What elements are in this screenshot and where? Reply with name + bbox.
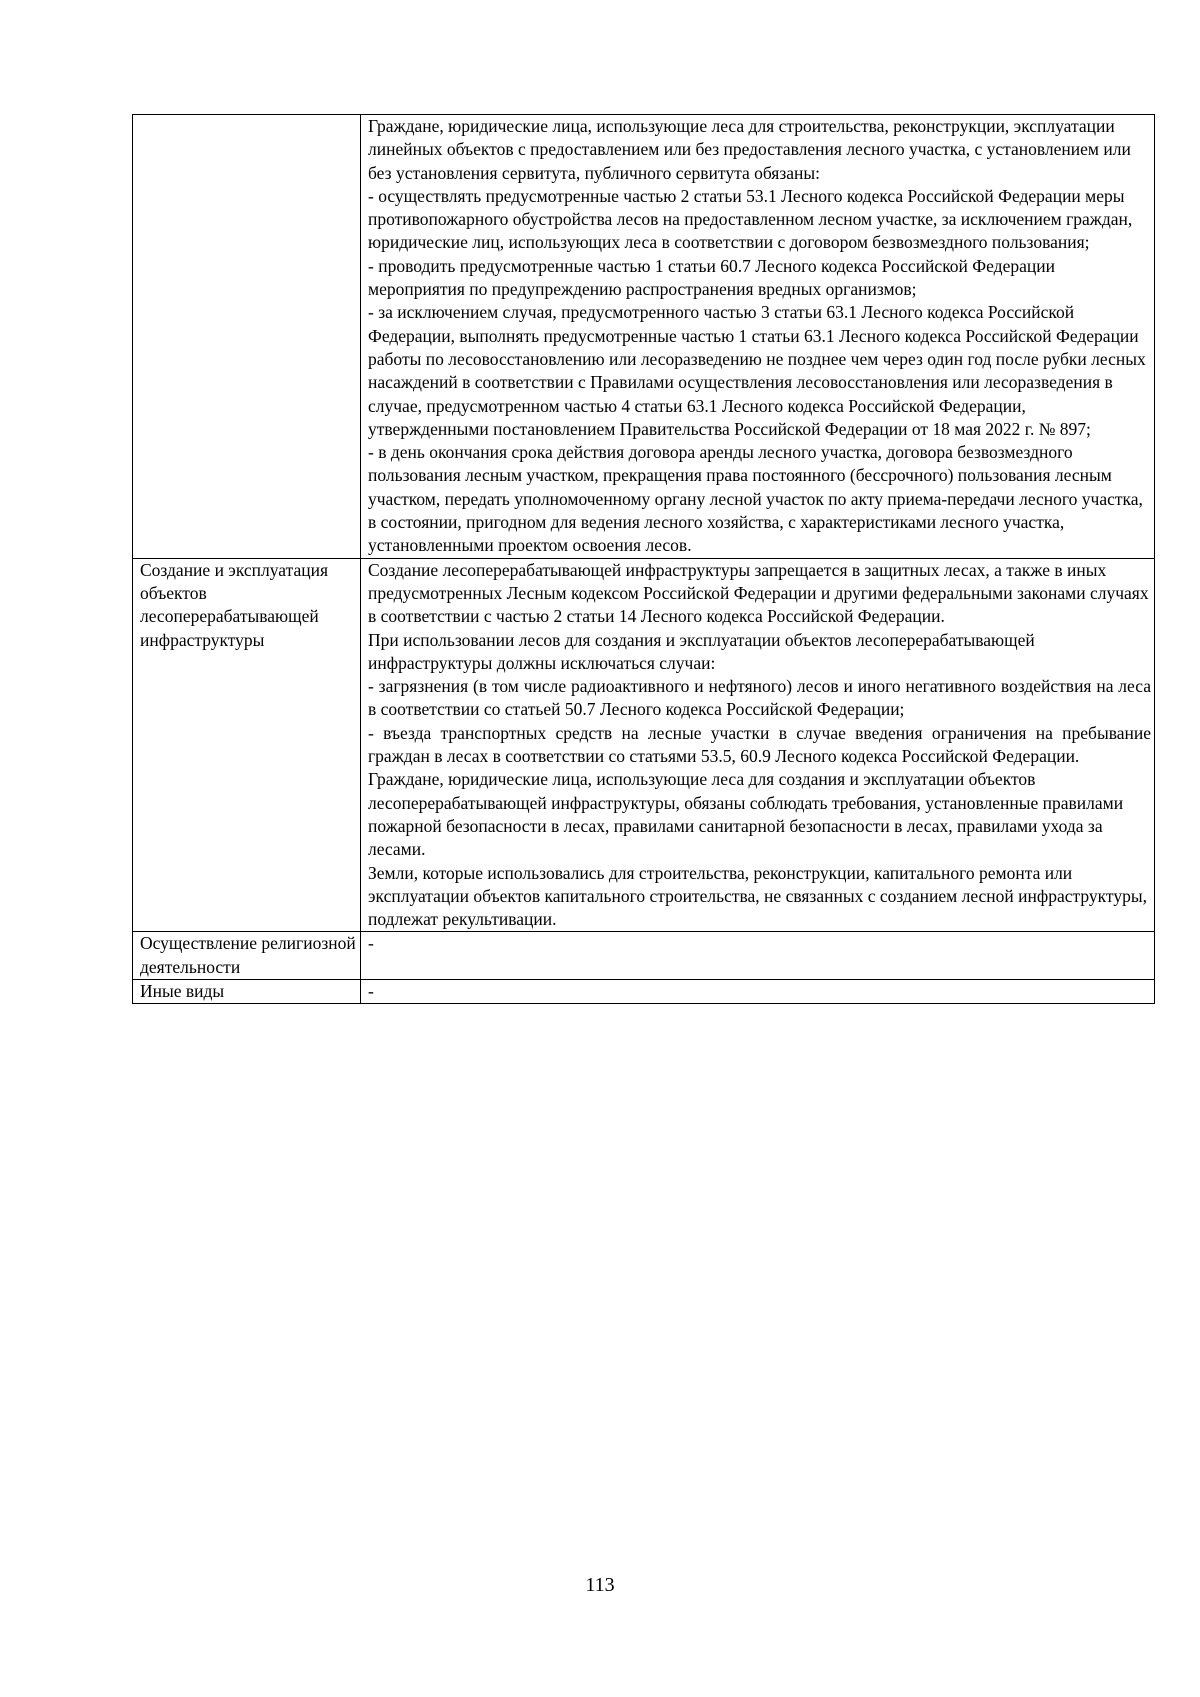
requirement-paragraph: Граждане, юридические лица, использующие леса для создания и эксплуатации объектов лесоперерабатывающей инфраструктуры, обязаны соблюдать требования, установленные правилами пожарной безопасности в лесах, правилами санитарной безопасности в лесах, правилами ухода за лесами. xyxy=(368,769,1124,860)
activity-cell xyxy=(133,979,361,1003)
requirement-paragraph: - xyxy=(368,933,374,954)
activity-label: Иные виды xyxy=(140,980,225,1001)
requirement-paragraph: - xyxy=(368,980,374,1001)
requirements-cell xyxy=(361,932,1155,980)
table-row xyxy=(133,558,1155,932)
activity-cell xyxy=(133,115,361,559)
regulations-table xyxy=(132,114,1155,1004)
table-row xyxy=(133,932,1155,980)
requirement-paragraph: Граждане, юридические лица, использующие леса для строительства, реконструкции, эксплуатации линейных объектов с предоставлением или без предоставления лесного участка, с установлением или без установления сервитута, публичного сервитута обязаны: xyxy=(368,116,1131,183)
activity-cell xyxy=(133,558,361,932)
requirement-paragraph: - проводить предусмотренные частью 1 статьи 60.7 Лесного кодекса Российской Федерации мероприятия по предупреждению распространения вредных организмов; xyxy=(368,255,1055,300)
requirement-paragraph: При использовании лесов для создания и эксплуатации объектов лесоперерабатывающей инфраструктуры должны исключаться случаи: xyxy=(368,629,1035,673)
requirements-cell xyxy=(361,979,1155,1003)
activity-cell xyxy=(133,932,361,980)
table-row xyxy=(133,115,1155,559)
requirement-paragraph: - въезда транспортных средств на лесные участки в случае введения ограничения на пребывание граждан в лесах в соответствии со статьями 53.5, 60.9 Лесного кодекса Российской Федерации. xyxy=(368,722,1151,767)
requirement-paragraph: Создание лесоперерабатывающей инфраструктуры запрещается в защитных лесах, а также в иных предусмотренных Лесным кодексом Российской Федерации и другими федеральными законами случаях в соответствии с частью 2 статьи 14 Лесного кодекса Российской Федерации. xyxy=(368,559,1149,627)
requirements-cell xyxy=(361,558,1155,932)
page-number: 113 xyxy=(585,1574,615,1596)
activity-label: Осуществление религиозной деятельности xyxy=(140,933,356,977)
requirement-paragraph: - загрязнения (в том числе радиоактивного и нефтяного) лесов и иного негативного воздействия на леса в соответствии со статьей 50.7 Лесного кодекса Российской Федерации; xyxy=(368,676,1151,720)
activity-label: Создание и эксплуатация объектов лесоперерабатывающей инфраструктуры xyxy=(140,559,328,650)
table-row xyxy=(133,979,1155,1003)
requirement-paragraph: - за исключением случая, предусмотренного частью 3 статьи 63.1 Лесного кодекса Российской Федерации, выполнять предусмотренные частью 1 статьи 63.1 Лесного кодекса Российской Федерации работы по лесовосстановлению или лесоразведению не позднее чем через один год после рубки лесных насаждений в соответствии с Правилами осуществления лесовосстановления или лесоразведения в случае, предусмотренном частью 4 статьи 63.1 Лесного кодекса Российской Федерации, утвержденными постановлением Правительства Российской Федерации от 18 мая 2022 г. № 897; xyxy=(368,302,1146,439)
requirement-paragraph: - в день окончания срока действия договора аренды лесного участка, договора безвозмездного пользования лесным участком, прекращения права постоянного (бессрочного) пользования лесным участком, передать уполномоченному органу лесной участок по акту приема-передачи лесного участка, в состоянии, пригодном для ведения лесного хозяйства, с характеристиками лесного участка, установленными проектом освоения лесов. xyxy=(368,442,1143,556)
requirement-paragraph: - осуществлять предусмотренные частью 2 статьи 53.1 Лесного кодекса Российской Федерации меры противопожарного обустройства лесов на предоставленном лесном участке, за исключением граждан, юридические лиц, использующих леса в соответствии с договором безвозмездного пользования; xyxy=(368,185,1133,253)
requirement-paragraph: Земли, которые использовались для строительства, реконструкции, капитального ремонта или эксплуатации объектов капитального строительства, не связанных с созданием лесной инфраструктуры, подлежат рекультивации. xyxy=(368,862,1147,930)
requirements-cell xyxy=(361,115,1155,559)
